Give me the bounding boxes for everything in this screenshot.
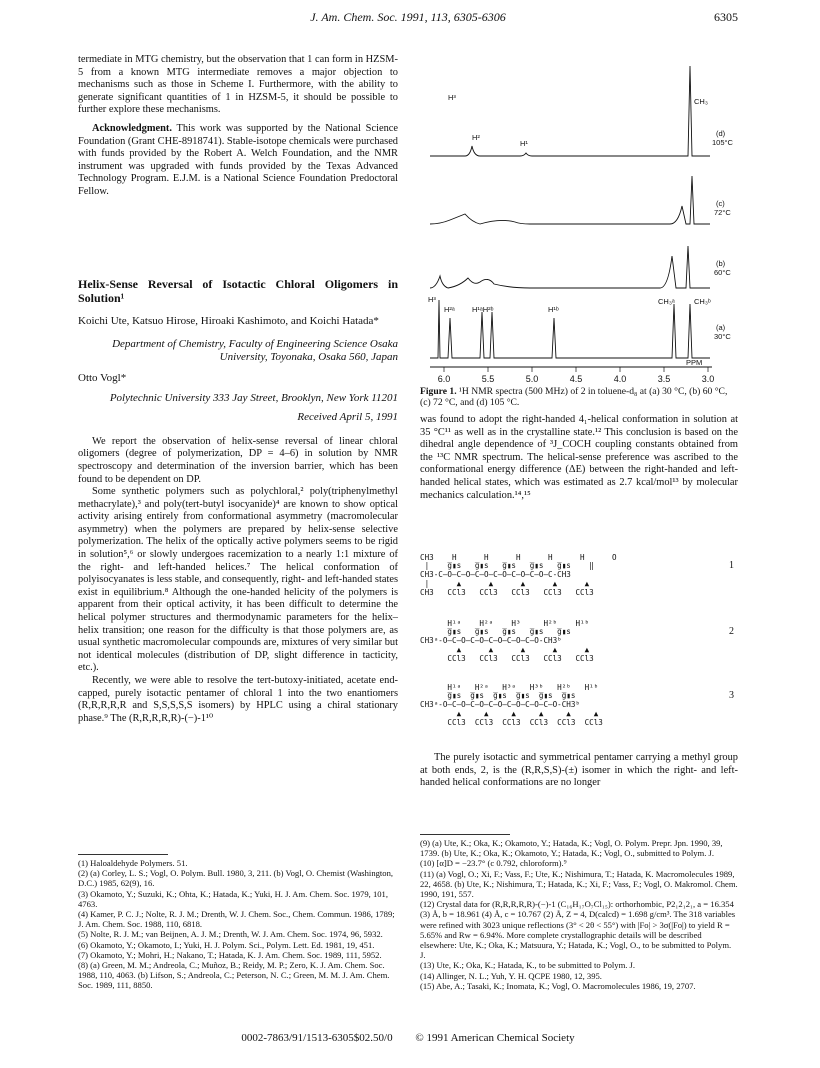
label-h3-top: H³ (448, 93, 456, 102)
article-title: Helix-Sense Reversal of Isotactic Chloral Oligomers in Solution¹ (78, 276, 398, 305)
second-author: Otto Vogl* (78, 371, 127, 384)
article-code: 0002-7863/91/1513-6305$02.50/0 (241, 1032, 393, 1044)
footnotes-right (420, 834, 738, 991)
footnotes-left (78, 854, 398, 991)
figure-caption (420, 386, 738, 408)
label-h1: H¹ (520, 139, 528, 148)
label-c-temp: 72°C (714, 208, 731, 217)
ref-11: (11) (a) Vogl, O.; Xi, F.; Vass, F.; Ute, K.; Nishimura, T.; Hatada, K. Macromolecules 1989, 22, 4658. (b) Ute, K.; Nishimura, T.; Hatada, K.; Xi, F.; Vass, F.; Vogl, O. Makromol. Chem. 1990, 191, 557. (420, 868, 738, 900)
spectrum-b (430, 246, 710, 288)
tick-3.0: 3.0 (701, 374, 715, 384)
ref-6: (6) Okamoto, Y.; Okamoto, I.; Yuki, H. J. Polym. Sci., Polym. Lett. Ed. 1981, 19, 451. (78, 939, 375, 950)
structure-2-number: 2 (729, 626, 734, 637)
label-ppm: PPM (686, 358, 703, 367)
label-h2: H² (472, 133, 480, 142)
label-h1a-h2b: H¹ᵃH²ᵇ (472, 305, 494, 314)
authors: Koichi Ute, Katsuo Hirose, Hiroaki Kashimoto, and Koichi Hatada* (78, 314, 379, 327)
nmr-spectra-figure (420, 56, 738, 386)
structure-3-number: 3 (729, 690, 734, 701)
caption-label: Figure 1. (420, 386, 457, 397)
spectrum-d (430, 66, 710, 156)
right-paragraph-1 (420, 414, 738, 502)
label-h3-a: H³ (428, 295, 436, 304)
right-body-paragraph-2: The purely isotactic and symmetrical pentamer carrying a methyl group at both ends, 2, is the (R,R,S,S)-(±) isomer in which the right- and left-handed helical conformations are no longer (420, 752, 738, 789)
copyright: © 1991 American Chemical Society (415, 1032, 575, 1044)
ref-3: (3) Okamoto, Y.; Suzuki, K.; Ohta, K.; Hatada, K.; Yuki, H. J. Am. Chem. Soc. 1979, 101, 4763. (78, 888, 388, 909)
right-body-paragraph-1: was found to adopt the right-handed 4₁-helical conformation in solution at 35 °C¹¹ as well as in the crystalline state.¹² This conclusion is based on the dihedral angle dependence of ³J_COCH coupling constants obtained from the ¹³C NMR spectrum. The helical-sense preference was ascribed to the conformational energy difference (ΔE) between the right-handed and left-handed helical states, which was estimated as 2.7 kcal/mol¹³ by molecular mechanics calculation.¹⁴,¹⁵ (420, 414, 738, 501)
tick-3.5: 3.5 (657, 374, 671, 384)
footnote-rule-right (420, 834, 510, 835)
label-ch3b: CH₃ᵇ (694, 297, 711, 306)
structure-1-number: 1 (729, 560, 734, 571)
ref-13: (13) Ute, K.; Oka, K.; Hatada, K., to be submitted to Polym. J. (420, 960, 636, 971)
ref-12: (12) Crystal data for (R,R,R,R,R)-(−)-1 (C₁₆H₁₇O₇Cl₁₅): orthorhombic, P2₁2₁2₁, a = 16.354 (3) Å, b = 18.961 (4) Å, c = 10.767 (2) Å, Z = 4, D(calcd) = 1.698 g/cm³. The 318 variables were refined with 3023 unique reflections (3° < 2θ < 55°) with |Fo| > 3σ(|Fo|) to yield R = 5.65% and Rw = 6.94%. More complete crystallographic details will be described elsewhere: Ute, K.; Oka, K.; Matsuura, Y.; Hatada, K.; Vogl, O., to be submitted to Polym. J. (420, 899, 736, 961)
left-column (78, 54, 398, 725)
label-d: (d) (716, 129, 726, 138)
label-ch3a: CH₃ᵃ (658, 297, 675, 306)
ref-14: (14) Allinger, N. L.; Yuh, Y. H. QCPE 1980, 12, 395. (420, 970, 602, 981)
label-d-temp: 105°C (712, 138, 733, 147)
ref-1: (1) Haloaldehyde Polymers. 51. (78, 858, 188, 868)
label-h2a: H²ᵃ (444, 305, 455, 314)
body-paragraph-2: Some synthetic polymers such as polychloral,² poly(triphenylmethyl methacrylate),³ and poly(tert-butyl isocyanide)⁴ are known to show optical activity arising entirely from conformational asymmetry (macromolecular asymmetry) when the polymers are prepared by helix-sense selective polymerization. The helix of the optically active polymers seems to be rigid in solution⁵,⁶ or slowly undergoes racemization to a nearly 1:1 mixture of the right- and left-handed helices.⁷ The helical conformation of polyisocyanates is less stable, and consequently, right- and left-handed states exist in equilibrium.⁸ Although the one-handed helicity of the polymers is apparent from their optical activity, it has been difficult to determine the helical polymer structures and thermodynamic parameters for the helix–helix transition; one reason for the difficulty is that those polymers are, as usual synthetic macromolecular compounds are, mixtures of very similar but not identical molecules (distribution of DP, slight difference in tacticity, etc.). (78, 486, 398, 674)
structure-2-formula: H¹ᵃ H²ᵃ H³ H²ᵇ H¹ᵇ g̅▮s g̅▮s g̅▮s g̅▮s g̅▮s CH3ᵃ-O—C—O—C—O—C—O—C—O—C—O-CH3ᵇ ▲ ▲ ▲ ▲ ▲ CCl3 CCl3 CCl3 CCl3 CCl3 (420, 618, 594, 663)
tick-6.0: 6.0 (437, 374, 451, 384)
ref-9: (9) (a) Ute, K.; Oka, K.; Okamoto, Y.; Hatada, K.; Vogl, O. Polym. Prepr. Jpn. 1990, 39, 1739. (b) Ute, K.; Oka, K.; Okamoto, Y.; Hatada, K.; Vogl, O., submitted to Polym. J. (420, 838, 723, 859)
intro-paragraph: termediate in MTG chemistry, but the observation that 1 can form in HZSM-5 from a known MTG intermediate removes a major objection to mechanisms such as those in Scheme I. Furthermore, with the ability to generate significant quantities of 1 in HZSM-5, it should be possible to further explore these mechanisms. (78, 54, 398, 116)
structure-1 (420, 536, 738, 597)
spectrum-c (430, 176, 710, 224)
page-footer (78, 1032, 738, 1044)
tick-5.0: 5.0 (525, 374, 539, 384)
affiliation: Department of Chemistry, Faculty of Engineering Science Osaka University, Toyonaka, Osaka 560, Japan (112, 337, 398, 363)
structure-3 (420, 666, 738, 727)
axis-tick-labels (438, 374, 715, 384)
label-a: (a) (716, 323, 726, 332)
label-a-temp: 30°C (714, 332, 731, 341)
structure-3-formula: H¹ᵃ H²ᵃ H³ᵃ H³ᵇ H²ᵇ H¹ᵇ g̅▮s g̅▮s g̅▮s g̅▮s g̅▮s g̅▮s CH3ᵃ-O—C—O—C—O—C—O—C—O—C—O—C—O-CH3ᵇ ▲ ▲ ▲ ▲ ▲ ▲ CCl3 CCl3 CCl3 CCl3 CCl3 CCl3 (420, 682, 603, 727)
ack-text: This work was supported by the National Science Foundation (Grant CHE-8918741). Stable-isotope chemicals were purchased with funds provided by the Robert A. Welch Foundation, and the NMR instrument was upgraded with funds provided by the Texas Advanced Technology Program. E.J.M. is a National Science Foundation Predoctoral Fellow. (78, 122, 399, 197)
label-b-temp: 60°C (714, 268, 731, 277)
body-paragraph-3: Recently, we were able to resolve the tert-butoxy-initiated, acetate end-capped, purely isotactic pentamer of chloral 1 into the two enantiomers (R,R,R,R,R and S,S,S,S,S isomers) by HPLC using a chiral stationary phase.⁹ The (R,R,R,R,R)-(−)-1¹⁰ (78, 675, 398, 724)
tick-5.5: 5.5 (481, 374, 495, 384)
ref-8: (8) (a) Green, M. M.; Andreola, C.; Muñoz, B.; Reidy, M. P.; Zero, K. J. Am. Chem. Soc. 1988, 110, 4063. (b) Lifson, S.; Andreola, C.; Peterson, N. C.; Green, M. M. J. Am. Chem. Soc. 1989, 111, 8850. (78, 960, 390, 991)
journal-citation: J. Am. Chem. Soc. 1991, 113, 6305-6306 (310, 10, 506, 24)
label-ch3-top: CH₃ (694, 97, 708, 106)
ref-15: (15) Abe, A.; Tasaki, K.; Inomata, K.; Vogl, O. Macromolecules 1986, 19, 2707. (420, 980, 696, 991)
ref-5: (5) Nolte, R. J. M.; van Beijnen, A. J. M.; Drenth, W. J. Am. Chem. Soc. 1974, 96, 5932. (78, 929, 383, 940)
footnote-rule (78, 854, 168, 855)
ref-7: (7) Okamoto, Y.; Mohri, H.; Nakano, T.; Hatada, K. J. Am. Chem. Soc. 1989, 111, 5952. (78, 949, 382, 960)
tick-4.5: 4.5 (569, 374, 583, 384)
ack-heading: Acknowledgment. (92, 122, 172, 134)
page-header (78, 10, 738, 30)
structure-2 (420, 602, 738, 663)
label-h1b: H¹ᵇ (548, 305, 559, 314)
ref-2: (2) (a) Corley, L. S.; Vogl, O. Polym. Bull. 1980, 3, 211. (b) Vogl, O. Chemist (Washington, D.C.) 1985, 62(9), 16. (78, 868, 394, 889)
label-b: (b) (716, 259, 726, 268)
ref-10: (10) [α]D = −23.7° (c 0.792, chloroform).⁹ (420, 858, 567, 869)
ref-4: (4) Kamer, P. C. J.; Nolte, R. J. M.; Drenth, W. J. Chem. Soc., Chem. Commun. 1986, 1789; J. Am. Chem. Soc. 1988, 110, 6818. (78, 909, 395, 930)
label-c: (c) (716, 199, 725, 208)
structure-1-formula: CH3 H H H H H O | g̅▮s g̅▮s g̅▮s g̅▮s g̅▮s ‖ CH3-C—O—C—O—C—O—C—O—C—O—C—O—C-CH3 | ▲ ▲ ▲ ▲ ▲ CH3 CCl3 CCl3 CCl3 CCl3 CCl3 (420, 552, 617, 597)
ppm-axis-ticks (444, 367, 708, 372)
tick-4.0: 4.0 (613, 374, 627, 384)
second-affiliation: Polytechnic University 333 Jay Street, Brooklyn, New York 11201 (109, 392, 398, 405)
page-number: 6305 (714, 10, 738, 24)
acknowledgment (78, 123, 398, 199)
body-paragraph-1: We report the observation of helix-sense reversal of linear chloral oligomers (degree of polymerization, DP = 4–6) in solution by NMR spectroscopy and determination of the inversion barrier, which has been found to be dependent on DP. (78, 435, 398, 485)
right-paragraph-2 (420, 752, 738, 790)
caption-text: ¹H NMR spectra (500 MHz) of 2 in toluene-d₈ at (a) 30 °C, (b) 60 °C, (c) 72 °C, and (d) 105 °C. (420, 386, 728, 408)
received-date: Received April 5, 1991 (297, 411, 398, 424)
